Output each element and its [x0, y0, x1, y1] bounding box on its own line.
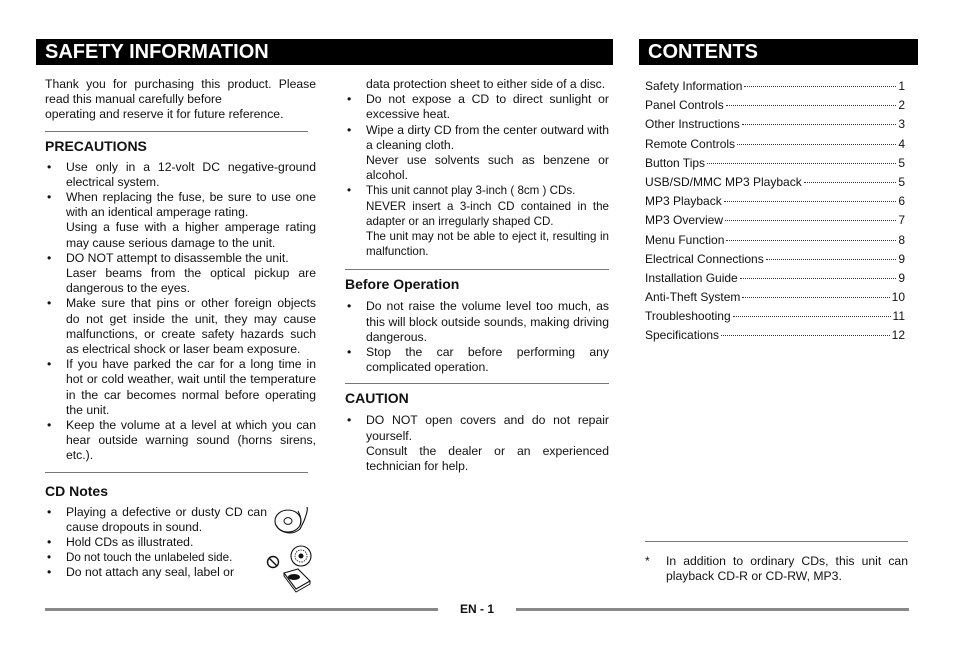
dot-leader	[742, 124, 897, 125]
list-item: • Do not attach any seal, label or	[45, 565, 267, 580]
contents-entry[interactable]	[645, 307, 905, 326]
prohibited-icon	[266, 555, 280, 569]
divider	[45, 472, 308, 473]
cd-notes-list	[45, 505, 267, 581]
dot-leader	[744, 86, 896, 87]
contents-entry-page: 12	[891, 328, 905, 343]
cd-notes-heading: CD Notes	[45, 482, 109, 499]
dot-leader	[733, 316, 891, 317]
precautions-list	[45, 160, 316, 464]
footer-bar-left	[45, 608, 438, 611]
cd-label-illustration	[280, 543, 314, 593]
contents-entry-page: 1	[898, 79, 905, 93]
divider	[45, 131, 308, 132]
list-item-note: Consult the dealer or an experienced technician for help.	[366, 443, 609, 474]
precautions-heading: PRECAUTIONS	[45, 137, 147, 154]
list-item: • Use only in a 12-volt DC negative-ground electrical system.	[45, 160, 316, 190]
continuation-text: data protection sheet to either side of a disc.	[366, 77, 606, 91]
dot-leader	[724, 201, 897, 202]
list-item: • Playing a defective or dusty CD can cause dropouts in sound.	[45, 505, 267, 535]
footer-bar-right	[516, 608, 909, 611]
intro-line-2: operating and reserve it for future reference.	[45, 107, 284, 122]
intro-line-1: Thank you for purchasing this product. Please read this manual carefully before	[45, 77, 316, 107]
list-item-note: NEVER insert a 3-inch CD contained in the adapter or an irregularly shaped CD.	[366, 199, 609, 228]
contents-entry-page: 3	[898, 117, 905, 132]
list-item: • Make sure that pins or other foreign objects do not get inside the unit, they may cause malfunctions, or create safety hazards such as electrical shock or laser beam exposure.	[45, 296, 316, 357]
caution-heading: CAUTION	[345, 390, 409, 407]
list-item-note: Laser beams from the optical pickup are dangerous to the eyes.	[66, 266, 316, 296]
dot-leader	[740, 278, 897, 279]
list-item: • Hold CDs as illustrated.	[45, 535, 267, 550]
list-item: • When replacing the fuse, be sure to use one with an identical amperage rating. Using a fuse with a higher amperage rating may cause serious damage to the unit.	[45, 190, 316, 251]
footnote	[645, 554, 908, 584]
divider	[345, 269, 609, 270]
dot-leader	[726, 240, 896, 241]
middle-column	[345, 77, 609, 474]
contents-list	[645, 77, 905, 346]
contents-entry[interactable]	[645, 288, 905, 307]
dot-leader	[721, 335, 890, 336]
contents-entry[interactable]	[645, 231, 905, 250]
contents-entry-page: 11	[892, 309, 905, 324]
cd-care-list	[345, 92, 609, 259]
list-item-note: The unit may not be able to eject it, resulting in malfunction.	[366, 230, 609, 259]
safety-information-banner: SAFETY INFORMATION	[36, 39, 613, 65]
contents-entry[interactable]	[645, 96, 905, 115]
list-item-note: Never use solvents such as benzene or alcohol.	[366, 153, 609, 183]
contents-entry-label: MP3 Overview	[645, 213, 724, 228]
contents-entry-label: Button Tips	[645, 155, 706, 170]
contents-entry-label: Specifications	[645, 328, 720, 343]
before-operation-heading: Before Operation	[345, 276, 460, 293]
contents-entry[interactable]	[645, 154, 905, 173]
contents-entry-page: 2	[898, 98, 905, 113]
contents-entry-label: Remote Controls	[645, 136, 736, 151]
contents-entry-page: 9	[898, 270, 905, 285]
contents-entry[interactable]	[645, 211, 905, 230]
list-item-note: Using a fuse with a higher amperage rating may cause serious damage to the unit.	[66, 220, 316, 250]
page-number: EN - 1	[459, 602, 494, 616]
contents-entry[interactable]	[645, 250, 905, 269]
dot-leader	[725, 220, 896, 221]
contents-entry[interactable]	[645, 173, 905, 192]
contents-entry-label: Other Instructions	[645, 117, 740, 132]
contents-entry[interactable]	[645, 115, 905, 134]
dot-leader	[804, 182, 897, 183]
contents-entry-page: 5	[898, 174, 905, 189]
contents-entry-page: 9	[898, 251, 905, 266]
footnote-text: In addition to ordinary CDs, this unit can playback CD-R or CD-RW, MP3.	[666, 554, 908, 584]
list-item: • DO NOT open covers and do not repair yourself. Consult the dealer or an experienced technician for help.	[345, 413, 609, 474]
dot-leader	[737, 144, 896, 145]
contents-entry[interactable]	[645, 192, 905, 211]
list-item: • Do not raise the volume level too much, as this will block outside sounds, making driving dangerous.	[345, 299, 609, 345]
contents-entry-page: 6	[898, 194, 905, 209]
list-item: • DO NOT attempt to disassemble the unit. Laser beams from the optical pickup are dangerous to the eyes.	[45, 251, 316, 297]
contents-entry[interactable]	[645, 135, 905, 154]
dot-leader	[707, 163, 896, 164]
footnote-mark: *	[645, 554, 650, 568]
contents-entry-page: 5	[898, 155, 905, 170]
list-item: • Do not expose a CD to direct sunlight or excessive heat.	[345, 92, 609, 122]
contents-entry-page: 4	[898, 136, 905, 151]
contents-entry[interactable]	[645, 326, 905, 345]
contents-entry-label: Electrical Connections	[645, 251, 764, 266]
contents-entry[interactable]	[645, 77, 905, 96]
list-item: • This unit cannot play 3-inch ( 8cm ) CDs. NEVER insert a 3-inch CD contained in the adapter or an irregularly shaped CD. The unit may not be able to eject it, resulting in malfunction.	[345, 183, 609, 259]
contents-entry-label: MP3 Playback	[645, 194, 722, 209]
list-item: • Stop the car before performing any complicated operation.	[345, 345, 609, 375]
list-item: • Wipe a dirty CD from the center outward with a cleaning cloth. Never use solvents such as benzene or alcohol.	[345, 123, 609, 184]
contents-entry-page: 7	[898, 213, 905, 228]
contents-entry-label: Installation Guide	[645, 270, 738, 285]
contents-entry-label: Anti-Theft System	[645, 290, 741, 305]
hold-cd-illustration	[270, 503, 310, 537]
dot-leader	[766, 259, 897, 260]
list-item: • If you have parked the car for a long time in hot or cold weather, wait until the temperature in the car becomes normal before operating the unit.	[45, 357, 316, 418]
list-item: • Keep the volume at a level at which you can hear outside warning sound (horns sirens, etc.).	[45, 418, 316, 464]
contents-entry-label: Safety Information	[645, 79, 743, 93]
footnote-divider	[645, 541, 908, 542]
contents-entry-page: 10	[891, 290, 905, 305]
caution-list	[345, 413, 609, 474]
contents-entry-page: 8	[898, 232, 905, 247]
contents-entry-label: USB/SD/MMC MP3 Playback	[645, 174, 802, 189]
contents-entry-label: Menu Function	[645, 232, 725, 247]
before-operation-list	[345, 299, 609, 375]
dot-leader	[726, 105, 897, 106]
contents-entry-label: Panel Controls	[645, 98, 724, 113]
contents-entry[interactable]	[645, 269, 905, 288]
contents-banner: CONTENTS	[639, 39, 918, 65]
list-item: • Do not touch the unlabeled side.	[45, 550, 267, 565]
contents-entry-label: Troubleshooting	[645, 309, 731, 324]
dot-leader	[742, 297, 889, 298]
divider	[345, 383, 609, 384]
